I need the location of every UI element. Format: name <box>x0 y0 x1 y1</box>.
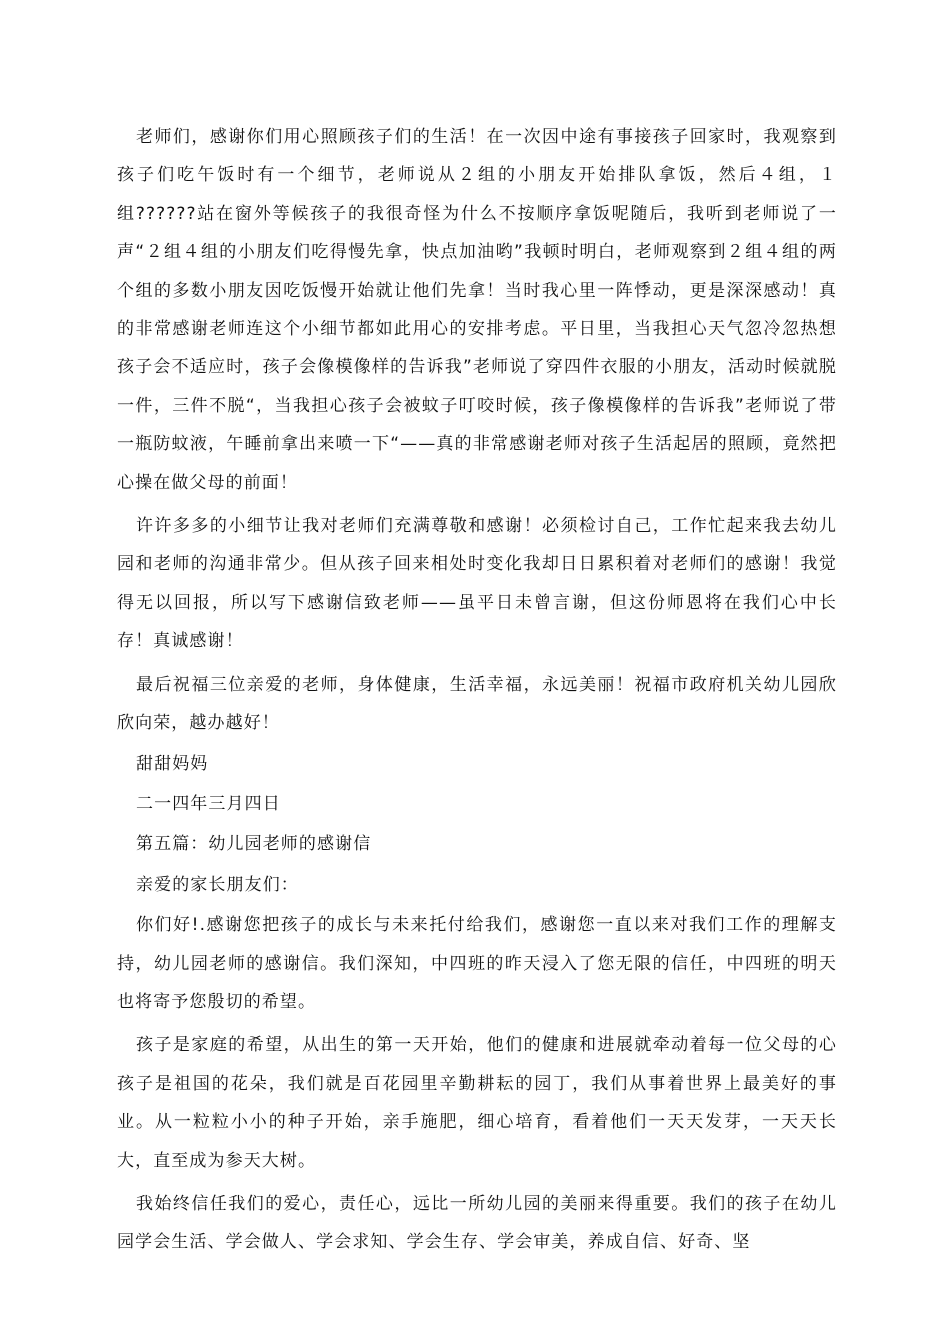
salutation: 亲爱的家长朋友们： <box>136 874 299 895</box>
signature-author: 甜甜妈妈 <box>136 753 209 774</box>
document-body <box>117 118 837 1262</box>
section-heading: 第五篇：幼儿园老师的感谢信 <box>136 834 372 855</box>
paragraph-blessing: 最后祝福三位亲爱的老师，身体健康，生活幸福，永远美丽！祝福市政府机关幼儿园欣欣向荣，越办越好！ <box>117 674 837 734</box>
paragraph-thanks-care: 老师们，感谢你们用心照顾孩子们的生活！在一次因中途有事接孩子回家时，我观察到孩子们吃午饭时有一个细节，老师说从２组的小朋友开始排队拿饭，然后４组，１组??????站在窗外等候孩子的我很奇怪为什么不按顺序拿饭呢随后，我听到老师说了一声“２组４组的小朋友们吃得慢先拿，快点加油哟”我顿时明白，老师观察到２组４组的两个组的多数小朋友因吃饭慢开始就让他们先拿！当时我心里一阵悸动，更是深深感动！真的非常感谢老师连这个小细节都如此用心的安排考虑。平日里，当我担心天气忽冷忽热想孩子会不适应时，孩子会像模像样的告诉我”老师说了穿四件衣服的小朋友，活动时候就脱一件，三件不脱“，当我担心孩子会被蚊子叮咬时候，孩子像模像样的告诉我”老师说了带一瓶防蚊液，午睡前拿出来喷一下“——真的非常感谢老师对孩子生活起居的照顾，竟然把心操在做父母的前面！ <box>117 127 837 493</box>
paragraph-hope: 孩子是家庭的希望，从出生的第一天开始，他们的健康和进展就牵动着每一位父母的心孩子是祖国的花朵，我们就是百花园里辛勤耕耘的园丁，我们从事着世界上最美好的事业。从一粒粒小小的种子开始，亲手施肥，细心培育，看着他们一天天发芽，一天天长大，直至成为参天大树。 <box>117 1035 837 1171</box>
paragraph-belief: 我始终信任我们的爱心，责任心，远比一所幼儿园的美丽来得重要。我们的孩子在幼儿园学会生活、学会做人、学会求知、学会生存、学会审美，养成自信、好奇、坚 <box>117 1193 837 1253</box>
paragraph-greeting: 你们好!.感谢您把孩子的成长与未来托付给我们，感谢您一直以来对我们工作的理解支持，幼儿园老师的感谢信。我们深知，中四班的昨天浸入了您无限的信任，中四班的明天也将寄予您殷切的希望。 <box>117 915 837 1012</box>
signature-date: 二一四年三月四日 <box>136 793 281 814</box>
paragraph-respect: 许许多多的小细节让我对老师们充满尊敬和感谢！必须检讨自己，工作忙起来我去幼儿园和老师的沟通非常少。但从孩子回来相处时变化我却日日累积着对老师们的感谢！我觉得无以回报，所以写下感谢信致老师——虽平日未曾言谢，但这份师恩将在我们心中长存！真诚感谢！ <box>117 516 837 652</box>
